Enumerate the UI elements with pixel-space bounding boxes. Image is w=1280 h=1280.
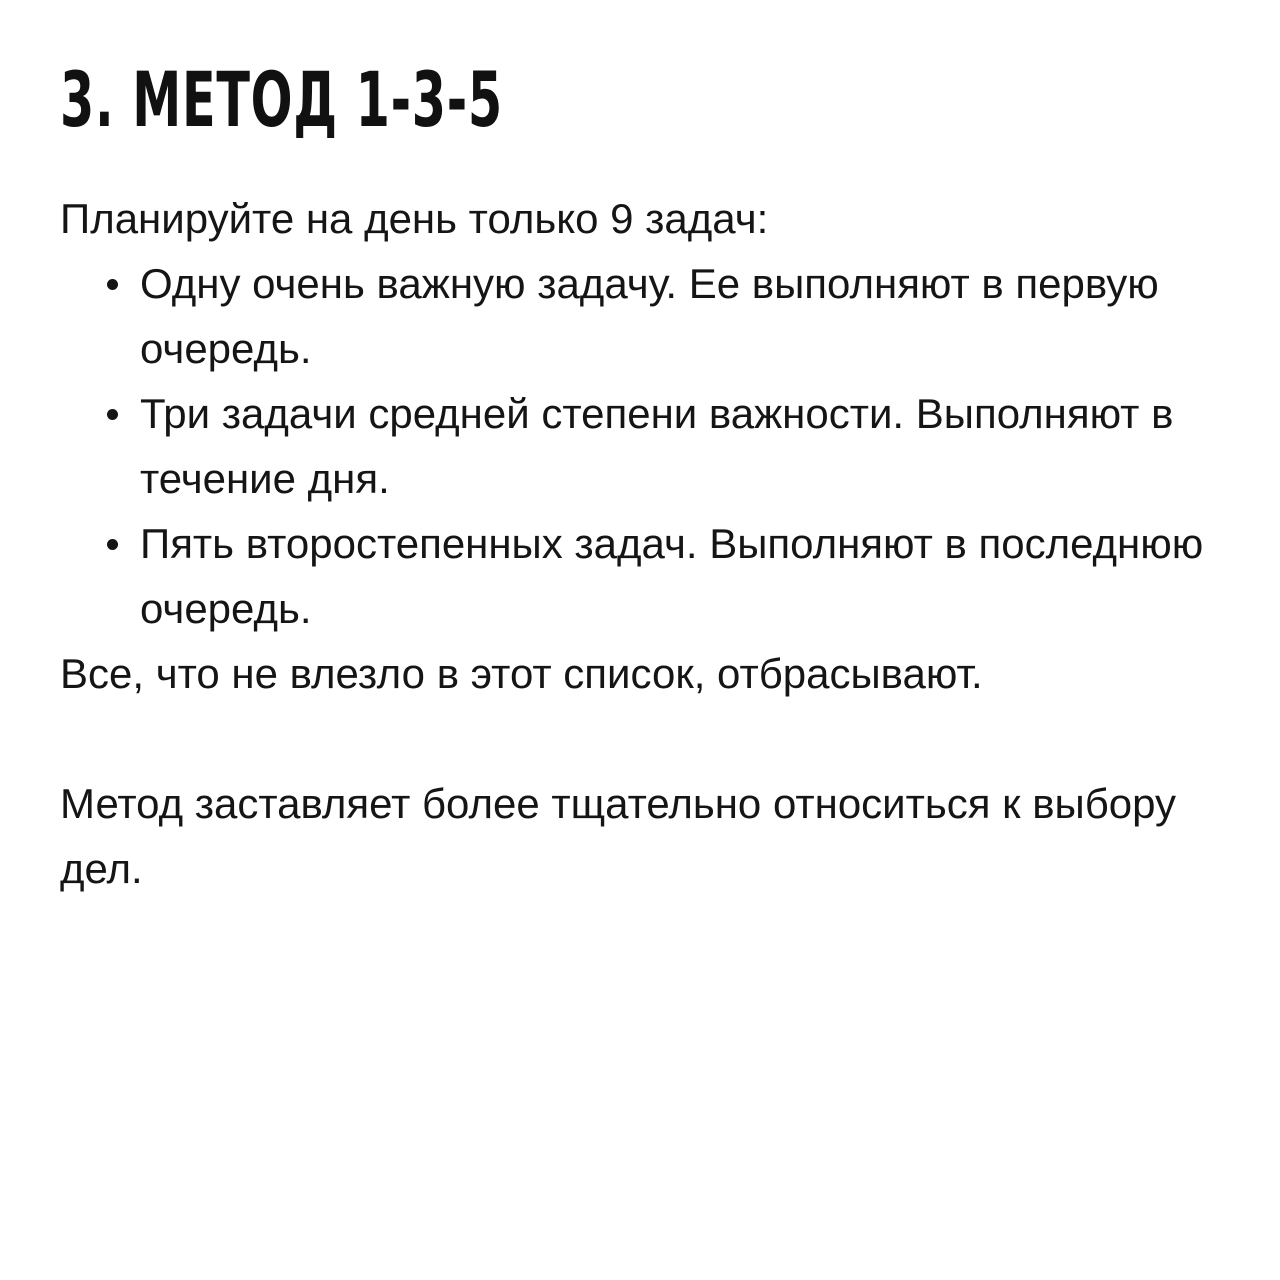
list-item-text: Одну очень важную задачу. Ее выполняют в первую очередь.	[140, 260, 1159, 372]
page-title: 3. МЕТОД 1-3-5	[60, 55, 503, 144]
paragraph-spacer	[60, 706, 1220, 771]
list-item	[140, 511, 1220, 641]
bullet-dot-icon	[107, 539, 118, 550]
task-list	[60, 251, 1220, 641]
intro-text: Планируйте на день только 9 задач:	[60, 195, 769, 242]
bullet-dot-icon	[107, 409, 118, 420]
list-item	[140, 251, 1220, 381]
after-list-text: Все, что не влезло в этот список, отбрасывают.	[60, 650, 983, 697]
conclusion-text: Метод заставляет более тщательно относиться к выбору дел.	[60, 780, 1177, 892]
slide-body	[60, 186, 1220, 901]
list-item-text: Пять второстепенных задач. Выполняют в последнюю очередь.	[140, 520, 1204, 632]
bullet-dot-icon	[107, 279, 118, 290]
slide	[60, 55, 1220, 901]
list-item-text: Три задачи средней степени важности. Выполняют в течение дня.	[140, 390, 1174, 502]
list-item	[140, 381, 1220, 511]
